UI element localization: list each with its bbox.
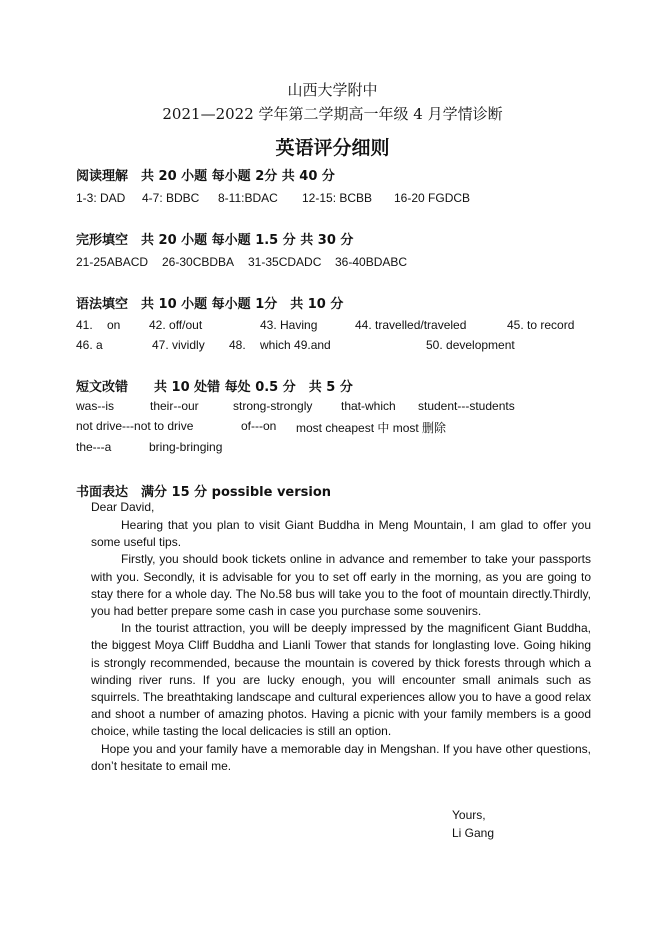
- letter-paragraph: Hearing that you plan to visit Giant Buddha in Meng Mountain, I am glad to offer you some useful tips.: [91, 518, 591, 550]
- reading-answer: 16-20 FGDCB: [394, 191, 471, 205]
- correction-item: student---students: [418, 399, 515, 413]
- correction-item: bring-bringing: [149, 440, 223, 454]
- reading-answer: 1-3: DAD: [76, 191, 126, 205]
- letter-signature: Li Gang: [452, 826, 495, 840]
- grammar-answer: 41.: [76, 318, 93, 332]
- reading-answer: 8-11:BDAC: [218, 191, 278, 205]
- page-title: 英语评分细则: [275, 137, 390, 159]
- model-letter-body: [91, 517, 591, 775]
- letter-paragraph: In the tourist attraction, you will be deeply impressed by the magnificent Giant Buddha, the biggest Moya Cliff Buddha and Lianli Tower that stands for longlasting love. Going hiking is strongly recommended, because the mountain is covered by thick forests through which a winding river runs. If you are lucky enough, you will encounter small animals such as squirrels. The breathtaking landscape and cultural experiences allow you to have a good relax and shoot a number of amazing photos. Having a picnic with your family members is a good choice, while tasting the local delicacies is still an option.: [91, 621, 591, 739]
- correction-item: their--our: [150, 399, 199, 413]
- school-name: 山西大学附中: [287, 81, 378, 99]
- grammar-answer: 43. Having: [260, 318, 318, 332]
- writing-heading: 书面表达 满分 15 分 possible version: [76, 485, 332, 500]
- correction-item: that-which: [341, 399, 396, 413]
- correction-item: was--is: [76, 399, 114, 413]
- grammar-answer: 44. travelled/traveled: [355, 318, 467, 332]
- grammar-answer: 42. off/out: [149, 318, 203, 332]
- grammar-answer: 45. to record: [507, 318, 575, 332]
- cloze-answer: 21-25ABACD: [76, 255, 149, 269]
- grammar-answer: 50. development: [426, 338, 515, 352]
- correction-item: the---a: [76, 440, 112, 454]
- cloze-heading: 完形填空 共 20 小题 每小题 1.5 分 共 30 分: [76, 233, 354, 248]
- correction-item: not drive---not to drive: [76, 419, 194, 433]
- correction-heading: 短文改错 共 10 处错 每处 0.5 分 共 5 分: [76, 380, 353, 395]
- letter-paragraph: Hope you and your family have a memorable day in Mengshan. If you have other questions, don’t hesitate to email me.: [91, 741, 591, 773]
- reading-answer: 4-7: BDBC: [142, 191, 200, 205]
- grammar-answer: on: [107, 318, 121, 332]
- correction-item: most cheapest 中 most 删除: [296, 421, 447, 435]
- grammar-answer: 46. a: [76, 338, 103, 352]
- correction-item: of---on: [241, 419, 277, 433]
- exam-title: 2021—2022 学年第二学期高一年级 4 月学情诊断: [162, 105, 503, 123]
- letter-closing: Yours,: [452, 808, 486, 822]
- reading-heading: 阅读理解 共 20 小题 每小题 2分 共 40 分: [76, 169, 335, 184]
- correction-item: strong-strongly: [233, 399, 313, 413]
- grammar-answer: which 49.and: [260, 338, 331, 352]
- cloze-answer: 26-30CBDBA: [162, 255, 235, 269]
- cloze-answer: 31-35CDADC: [248, 255, 322, 269]
- grammar-answer: 48.: [229, 338, 246, 352]
- grammar-answer: 47. vividly: [152, 338, 205, 352]
- letter-salutation: Dear David,: [91, 500, 155, 514]
- reading-answer: 12-15: BCBB: [302, 191, 373, 205]
- cloze-answer: 36-40BDABC: [335, 255, 408, 269]
- grammar-heading: 语法填空 共 10 小题 每小题 1分 共 10 分: [76, 297, 344, 312]
- letter-paragraph: Firstly, you should book tickets online in advance and remember to take your passports with you. Secondly, it is advisable for you to set off early in the morning, as you are going to stay there for a whole day. The No.58 bus will take you to the foot of mountain directly.Thirdly, you had better prepare some cash in case you purchase some souvenirs.: [91, 552, 591, 619]
